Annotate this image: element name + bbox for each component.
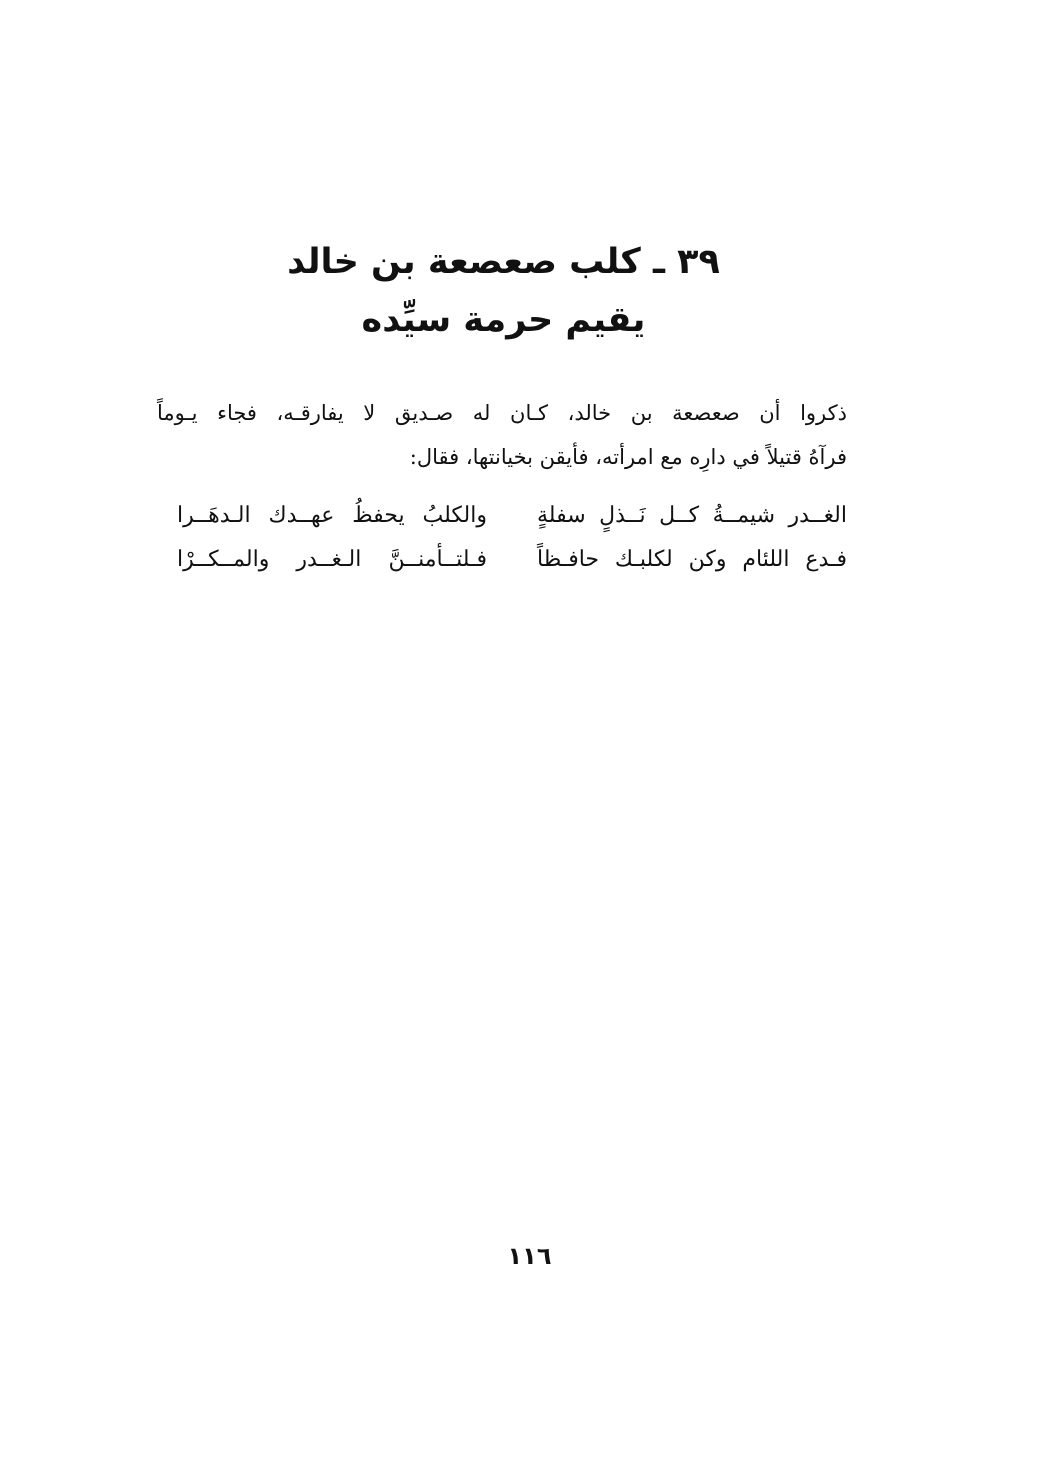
chapter-title-line-2: يقيم حرمة سيِّده — [361, 300, 646, 340]
verse-2-first-hemistich: فـدع اللئام وكن لكلبـك حافـظاً — [537, 547, 847, 572]
verse-2-second-hemistich: فـلتــأمنــنَّ الـغــدر والمــكــرْا — [177, 547, 487, 572]
verse-line-1 — [177, 494, 847, 538]
verse-1-first-hemistich: الغــدر شيمــةُ كــل نَــذلٍ سفلةٍ — [537, 503, 847, 528]
verse-1-second-hemistich: والكلبُ يحفظُ عهــدك الـدهَــرا — [177, 503, 487, 528]
page-number: ١١٦ — [507, 1242, 552, 1270]
prose-line-1: ذكروا أن صعصعة بن خالد، كـان له صـديق لا يفارقـه، فجاء يـوماً — [157, 401, 847, 425]
verse-line-2 — [177, 538, 847, 582]
chapter-title-line-1: ٣٩ ـ كلب صعصعة بن خالد — [287, 242, 720, 282]
prose-line-2: فرآهُ قتيلاً في دارِه مع امرأته، فأيقن بخيانتها، فقال: — [409, 445, 847, 469]
